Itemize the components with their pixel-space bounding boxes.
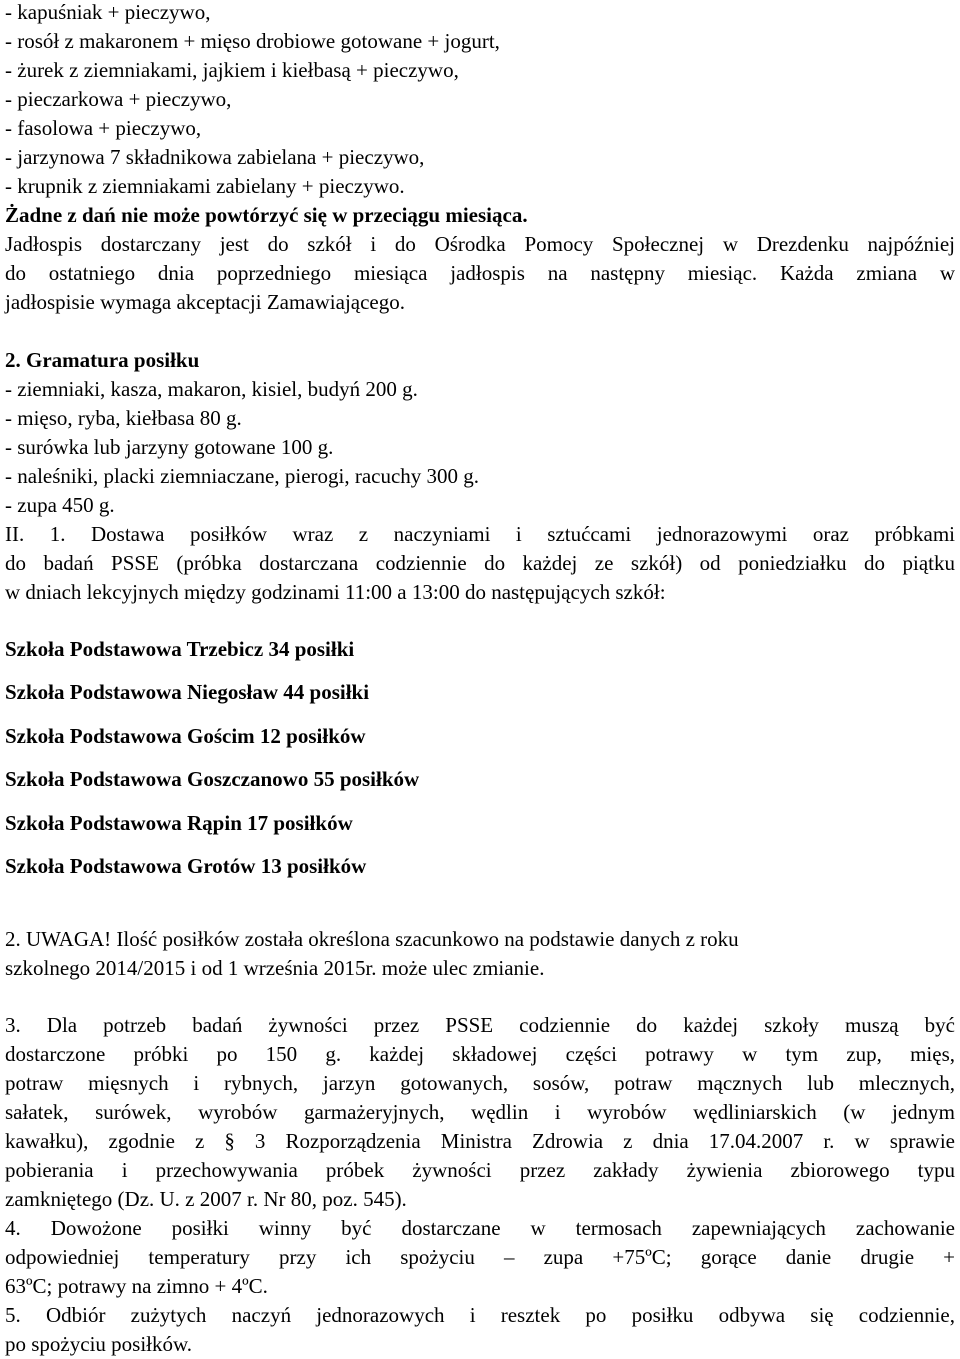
thermos-line: odpowiedniej temperatury przy ich spożyciu – zupa +75ºC; gorące danie drugie + [5, 1245, 955, 1269]
delivery-line: w dniach lekcyjnych między godzinami 11:00 a 13:00 do następujących szkół: [5, 580, 666, 604]
menu-item: - kapuśniak + pieczywo, [5, 0, 211, 24]
menu-delivery-line: Jadłospis dostarczany jest do szkół i do Ośrodka Pomocy Społecznej w Drezdenku najpóźniej [5, 232, 955, 256]
samples-line: potraw mięsnych i rybnych, jarzyn gotowanych, sosów, potraw mącznych lub mlecznych, [5, 1071, 955, 1095]
gramatura-item: - ziemniaki, kasza, makaron, kisiel, budyń 200 g. [5, 377, 418, 401]
school-item: Szkoła Podstawowa Trzebicz 34 posiłki [5, 637, 355, 661]
samples-line: sałatek, surówek, wyrobów garmażeryjnych, wędlin i wyrobów wędliniarskich (w jednym [5, 1100, 955, 1124]
menu-delivery-line: do ostatniego dnia poprzedniego miesiąca jadłospis na następny miesiąc. Każda zmiana w [5, 261, 955, 285]
gramatura-item: - surówka lub jarzyny gotowane 100 g. [5, 435, 334, 459]
school-item: Szkoła Podstawowa Grotów 13 posiłków [5, 854, 367, 878]
gramatura-item: - zupa 450 g. [5, 493, 115, 517]
menu-item: - krupnik z ziemniakami zabielany + pieczywo. [5, 174, 405, 198]
samples-line: kawałku), zgodnie z § 3 Rozporządzenia Ministra Zdrowia z dnia 17.04.2007 r. w sprawie [5, 1129, 955, 1153]
thermos-line: 4. Dowożone posiłki winny być dostarczane w termosach zapewniających zachowanie [5, 1216, 955, 1240]
school-item: Szkoła Podstawowa Rąpin 17 posiłków [5, 811, 353, 835]
delivery-line: II. 1. Dostawa posiłków wraz z naczyniami i sztućcami jednorazowymi oraz próbkami [5, 522, 955, 546]
school-item: Szkoła Podstawowa Gościm 12 posiłków [5, 724, 366, 748]
delivery-line: do badań PSSE (próbka dostarczana codziennie do każdej ze szkół) od poniedziałku do piątku [5, 551, 955, 575]
repeat-rule: Żadne z dań nie może powtórzyć się w przeciągu miesiąca. [5, 203, 528, 227]
samples-line: 3. Dla potrzeb badań żywności przez PSSE codziennie do każdej szkoły muszą być [5, 1013, 955, 1037]
menu-item: - rosół z makaronem + mięso drobiowe gotowane + jogurt, [5, 29, 500, 53]
collection-line: po spożyciu posiłków. [5, 1332, 193, 1356]
menu-item: - żurek z ziemniakami, jajkiem i kiełbasą + pieczywo, [5, 58, 459, 82]
gramatura-item: - naleśniki, placki ziemniaczane, pierogi, racuchy 300 g. [5, 464, 480, 488]
gramatura-item: - mięso, ryba, kiełbasa 80 g. [5, 406, 242, 430]
menu-item: - jarzynowa 7 składnikowa zabielana + pieczywo, [5, 145, 425, 169]
menu-delivery-line: jadłospisie wymaga akceptacji Zamawiającego. [5, 290, 405, 314]
menu-item: - pieczarkowa + pieczywo, [5, 87, 232, 111]
menu-item: - fasolowa + pieczywo, [5, 116, 202, 140]
thermos-line: 63ºC; potrawy na zimno + 4ºC. [5, 1274, 268, 1298]
samples-line: pobierania i przechowywania próbek żywności przez zakłady żywienia zbiorowego typu [5, 1158, 955, 1182]
note-line: 2. UWAGA! Ilość posiłków została określona szacunkowo na podstawie danych z roku [5, 927, 739, 951]
samples-line: zamkniętego (Dz. U. z 2007 r. Nr 80, poz. 545). [5, 1187, 407, 1211]
school-item: Szkoła Podstawowa Niegosław 44 posiłki [5, 680, 370, 704]
samples-line: dostarczone próbki po 150 g. każdej składowej części potrawy w tym zup, mięs, [5, 1042, 955, 1066]
note-line: szkolnego 2014/2015 i od 1 września 2015r. może ulec zmianie. [5, 956, 545, 980]
collection-line: 5. Odbiór zużytych naczyń jednorazowych i resztek po posiłku odbywa się codziennie, [5, 1303, 955, 1327]
gramatura-heading: 2. Gramatura posiłku [5, 348, 200, 372]
school-item: Szkoła Podstawowa Goszczanowo 55 posiłków [5, 767, 420, 791]
